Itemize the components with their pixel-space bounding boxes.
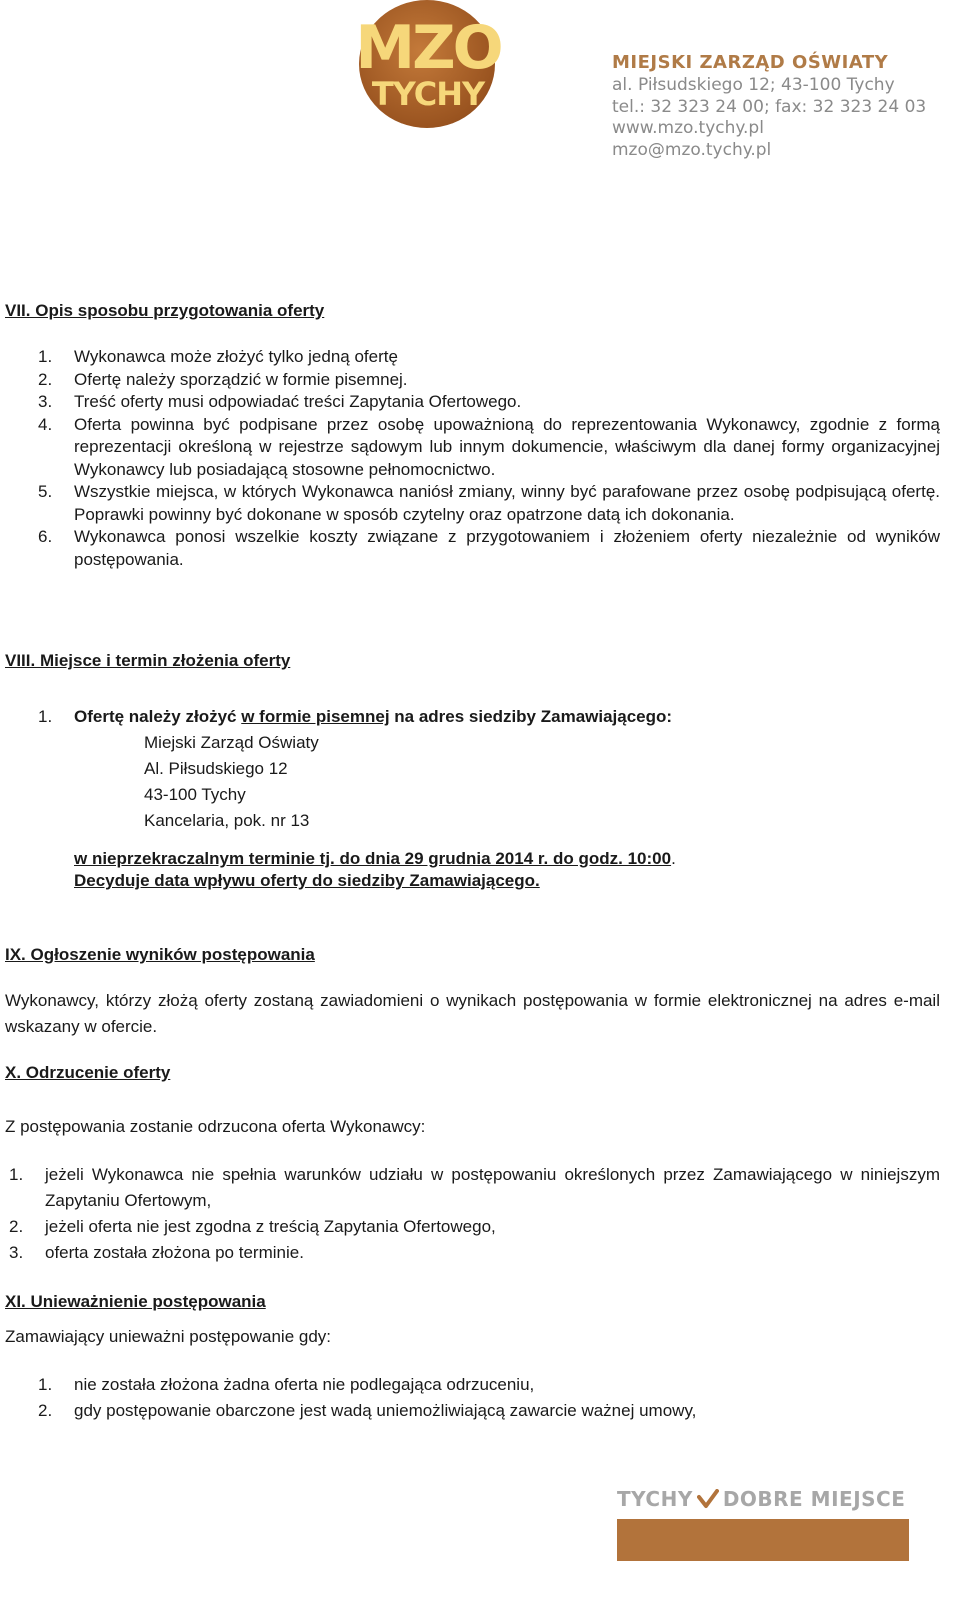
org-website: www.mzo.tychy.pl	[612, 118, 764, 138]
item-number: 3.	[38, 392, 53, 411]
lead-text: Ofertę należy złożyć	[74, 707, 242, 726]
list-item	[38, 414, 940, 482]
section-ix-title: IX. Ogłoszenie wyników postępowania	[5, 945, 315, 964]
item-text: Ofertę należy sporządzić w formie pisemnej.	[74, 369, 408, 389]
section-vii-list	[38, 346, 940, 571]
section-viii-list	[38, 704, 940, 892]
item-number: 1.	[38, 1375, 53, 1394]
item-text: gdy postępowanie obarczone jest wadą uniemożliwiającą zawarcie ważnej umowy,	[74, 1401, 697, 1420]
section-xi-list	[38, 1372, 940, 1424]
address-line: Kancelaria, pok. nr 13	[144, 811, 310, 830]
address-line: Miejski Zarząd Oświaty	[144, 733, 319, 752]
deadline-text: w nieprzekraczalnym terminie tj. do dnia 29 grudnia 2014 r. do godz. 10:00	[74, 849, 672, 868]
section-x-list	[9, 1162, 940, 1266]
item-text: Oferta powinna być podpisane przez osobę upoważnioną do reprezentowania Wykonawcy, zgodnie z formą reprezentacji określoną w rejestrze sądowym lub innym dokumencie, właściwym dla danej formy organizacyjnej Wykonawcy lub posiadającą stosowne pełnomocnictwo.	[74, 414, 940, 479]
item-number: 2.	[9, 1217, 24, 1236]
list-item	[38, 1372, 940, 1398]
item-number: 1.	[38, 347, 53, 366]
item-text: nie została złożona żadna oferta nie podlegająca odrzuceniu,	[74, 1375, 535, 1394]
list-item	[9, 1162, 940, 1214]
item-text: Treść oferty musi odpowiadać treści Zapytania Ofertowego.	[74, 392, 522, 411]
logo-mzo-text: MZO	[355, 13, 501, 83]
section-viii-title: VIII. Miejsce i termin złożenia oferty	[5, 651, 291, 670]
address-block	[74, 730, 940, 834]
list-item	[38, 1398, 940, 1424]
item-number: 4.	[38, 414, 53, 434]
logo-tychy-text: TYCHY	[371, 75, 485, 113]
section-xi-title: XI. Unieważnienie postępowania	[5, 1292, 266, 1311]
item-number: 2.	[38, 1401, 53, 1420]
list-item	[38, 391, 940, 414]
list-item	[38, 704, 940, 892]
slogan-tychy: TYCHY	[617, 1487, 693, 1511]
item-text: Wszystkie miejsca, w których Wykonawca naniósł zmiany, winny być parafowane przez osobę podpisującą ofertę. Poprawki powinny być dokonane w sposób czytelny oraz opatrzone datą ich dokonania.	[74, 482, 940, 524]
footer-slogan	[617, 1485, 909, 1513]
org-name: MIEJSKI ZARZĄD OŚWIATY	[612, 52, 889, 73]
deadline-note: Decyduje data wpływu oferty do siedziby Zamawiającego.	[74, 871, 540, 890]
section-x-title: X. Odrzucenie oferty	[5, 1063, 171, 1082]
check-icon	[697, 1489, 719, 1509]
section-vii-title: VII. Opis sposobu przygotowania oferty	[5, 301, 325, 320]
item-text: jeżeli Wykonawca nie spełnia warunków udziału w postępowaniu określonych przez Zamawiającego w niniejszym Zapytaniu Ofertowym,	[45, 1165, 940, 1210]
list-item	[38, 346, 940, 369]
deadline-period: .	[671, 849, 676, 868]
item-text: jeżeli oferta nie jest zgodna z treścią Zapytania Ofertowego,	[45, 1217, 496, 1236]
slogan-dobre-miejsce: DOBRE MIEJSCE	[722, 1487, 906, 1511]
org-address: al. Piłsudskiego 12; 43-100 Tychy	[612, 75, 895, 95]
item-number: 1.	[38, 707, 53, 726]
item-number: 2.	[38, 369, 53, 389]
item-number: 1.	[9, 1165, 24, 1184]
item-number: 5.	[38, 482, 53, 501]
address-line: 43-100 Tychy	[144, 785, 246, 804]
footer-color-bar	[617, 1519, 909, 1561]
item-number: 3.	[9, 1243, 24, 1262]
item-number: 6.	[38, 527, 53, 546]
address-line: Al. Piłsudskiego 12	[144, 759, 288, 778]
list-item	[38, 369, 940, 392]
item-text: oferta została złożona po terminie.	[45, 1243, 304, 1262]
mzo-logo	[353, 0, 503, 128]
org-email: mzo@mzo.tychy.pl	[612, 139, 772, 160]
section-ix-text: Wykonawcy, którzy złożą oferty zostaną zawiadomieni o wynikach postępowania w formie elektronicznej na adres e-mail wskazany w ofercie.	[5, 991, 940, 1036]
org-phone: tel.: 32 323 24 00; fax: 32 323 24 03	[612, 96, 927, 117]
item-text: Wykonawca może złożyć tylko jedną ofertę	[74, 347, 398, 366]
list-item	[9, 1240, 940, 1266]
list-item	[38, 481, 940, 526]
list-item	[9, 1214, 940, 1240]
deadline-block	[74, 848, 940, 892]
section-x-intro: Z postępowania zostanie odrzucona oferta Wykonawcy:	[5, 1117, 426, 1136]
section-xi-intro: Zamawiający unieważni postępowanie gdy:	[5, 1327, 332, 1346]
lead-address: na adres siedziby Zamawiającego:	[389, 707, 673, 726]
submission-instruction	[74, 704, 940, 730]
lead-form: w formie pisemnej	[241, 707, 390, 726]
contact-block	[612, 51, 942, 161]
list-item	[38, 526, 940, 571]
item-text: Wykonawca ponosi wszelkie koszty związane z przygotowaniem i złożeniem oferty niezależnie od wyników postępowania.	[74, 527, 940, 569]
